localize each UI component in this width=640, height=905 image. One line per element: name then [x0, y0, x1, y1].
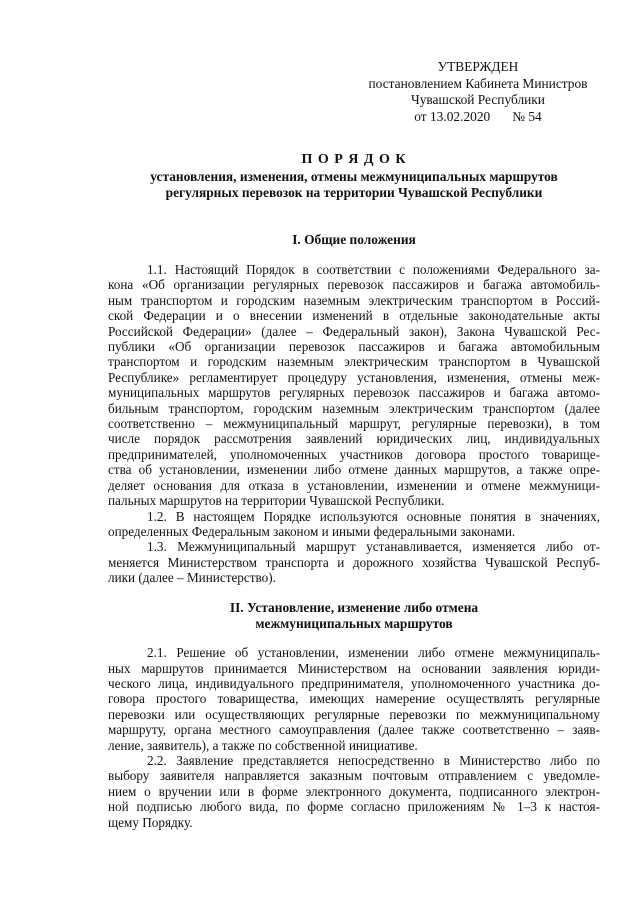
approval-number: № 54: [512, 108, 542, 124]
approval-issuer-line: постановлением Кабинета Министров: [368, 75, 588, 91]
text-line: пальных маршрутов на территории Чувашской Республики.: [108, 493, 445, 509]
section-1-paragraphs: [108, 262, 600, 586]
text-line: Российской Федерации» (далее – Федеральный закон), Закона Чувашской Рес-: [108, 323, 600, 339]
text-line: перевозки или осуществляющих регулярные перевозки по межмуниципальному: [108, 706, 600, 722]
text-line: Республике» регламентирует процедуру установления, изменения, отмены меж-: [108, 369, 600, 385]
document-subtitle-line: регулярных перевозок на территории Чувашской Республики: [165, 185, 543, 200]
text-line: транспортом и городским наземным электрическим транспортом в Чувашской: [108, 354, 600, 370]
text-line: 1.2. В настоящем Порядке используются основные понятия в значениях,: [147, 508, 600, 524]
text-line: ства об установлении, изменении либо отмене данных маршрутов, а также опре-: [108, 462, 600, 478]
approval-status: УТВЕРЖДЕН: [437, 59, 519, 74]
text-line: ным транспортом и городским наземным электрическим транспортом в Россий-: [108, 292, 600, 308]
section-heading: II. Установление, изменение либо отмена: [229, 600, 479, 616]
paragraph-1-1: [108, 262, 600, 509]
text-line: кона «Об организации регулярных перевозок пассажиров и багажа автомобиль-: [108, 277, 600, 293]
text-line: меняется Министерством транспорта и дорожного хозяйства Чувашской Респуб-: [108, 554, 600, 570]
approval-region-line: Чувашской Республики: [411, 92, 545, 107]
document-title: П О Р Я Д О К: [301, 152, 407, 167]
text-line: нием о вручении или в форме электронного документа, подписанного электрон-: [108, 783, 600, 799]
approval-date-line: [360, 109, 596, 126]
text-line: числе порядок рассмотрения заявлений юридических лиц, индивидуальных: [108, 431, 600, 447]
text-line: маршруту, органа местного самоуправления (далее также соответственно – заяв-: [108, 722, 600, 738]
text-line: ческого лица, индивидуального предпринимателя, уполномоченного участника до-: [108, 675, 600, 691]
text-line: 2.2. Заявление представляется непосредственно в Министерство либо по: [147, 752, 600, 768]
text-line: ление, заявитель), а также по собственной инициативе.: [108, 737, 418, 753]
text-line: публики «Об организации перевозок пассажиров и багажа автомобильным: [108, 339, 600, 355]
paragraph-2-2: [108, 753, 600, 830]
document-body: [108, 152, 600, 830]
text-line: соответственно – межмуниципальный маршрут, регулярные перевозки), в том: [108, 416, 600, 432]
document-subtitle-line: установления, изменения, отмены межмуниципальных маршрутов: [150, 168, 558, 184]
text-line: говора простого товарищества, имеющих намерение осуществлять регулярные: [108, 691, 600, 707]
section-2-paragraphs: [108, 645, 600, 830]
text-line: 1.1. Настоящий Порядок в соответствии с положениями Федерального за-: [147, 262, 600, 277]
text-line: ской Федерации и о внесении изменений в отдельные законодательные акты: [108, 308, 600, 324]
text-line: ной подписью любого вида, по форме согласно приложениям № 1–3 к настоя-: [108, 799, 600, 815]
section-heading: I. Общие положения: [292, 232, 416, 247]
text-line: щему Порядку.: [108, 814, 193, 830]
paragraph-2-1: [108, 645, 600, 753]
paragraph-1-3: [108, 539, 600, 585]
text-line: 1.3. Межмуниципальный маршрут устанавливается, изменяется либо от-: [147, 539, 600, 555]
text-line: лики (далее – Министерство).: [108, 570, 276, 586]
text-line: бильным транспортом, городским наземным электрическим транспортом (далее: [108, 400, 600, 416]
paragraph-1-2: [108, 509, 600, 540]
text-line: выбору заявителя направляется заказным почтовым отправлением с уведомле-: [108, 768, 600, 784]
text-line: муниципальных маршрутов регулярных перевозок пассажиров и багажа автомо-: [108, 385, 600, 401]
text-line: ных маршрутов принимается Министерством на основании заявления юриди-: [108, 660, 600, 676]
approval-date: от 13.02.2020: [414, 108, 491, 124]
section-heading: межмуниципальных маршрутов: [255, 616, 453, 632]
text-line: деляет основания для отказа в установлении, изменении и отмене межмуници-: [108, 477, 600, 493]
text-line: предпринимателей, уполномоченных участников договора простого товарище-: [108, 446, 600, 462]
text-line: определенных Федеральным законом и иными федеральными законами.: [108, 523, 516, 539]
approval-block: [360, 59, 596, 125]
text-line: 2.1. Решение об установлении, изменении либо отмене межмуниципаль-: [147, 645, 600, 661]
